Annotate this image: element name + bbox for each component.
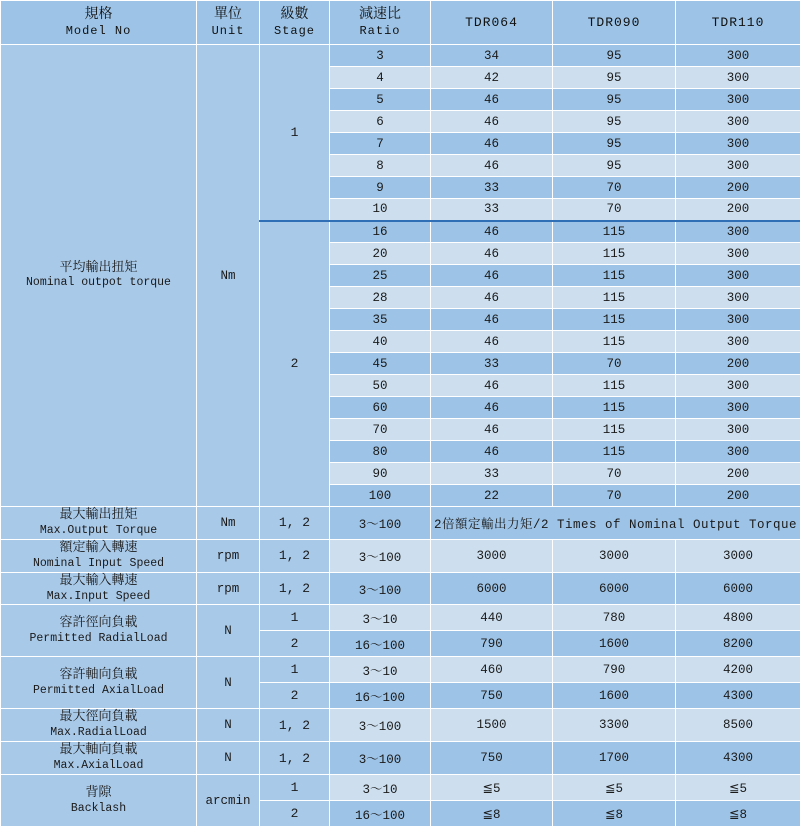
row-unit: N (197, 709, 260, 742)
ratio-cell: 25 (330, 265, 431, 287)
ratio-cell: 90 (330, 463, 431, 485)
row-label-nominal-output-torque: 平均輸出扭矩 Nominal outpot torque (1, 45, 197, 507)
value-tdr064: 34 (431, 45, 553, 67)
row-stage: 1 (260, 657, 330, 683)
value-tdr110: 300 (676, 331, 800, 353)
value-tdr110: 300 (676, 419, 800, 441)
value-tdr110: 300 (676, 287, 800, 309)
value-tdr090: 115 (553, 331, 676, 353)
row-label-max-output-torque: 最大輸出扭矩 Max.Output Torque (1, 507, 197, 540)
value-tdr090: 115 (553, 441, 676, 463)
value-tdr110: 4300 (676, 742, 800, 775)
ratio-cell: 50 (330, 375, 431, 397)
ratio-cell: 10 (330, 199, 431, 221)
value-tdr110: 300 (676, 397, 800, 419)
value-tdr090: 115 (553, 243, 676, 265)
row-note-max-output-torque: 2倍額定輸出力矩/2 Times of Nominal Output Torque (431, 507, 800, 540)
row-stage: 2 (260, 801, 330, 827)
ratio-cell: 60 (330, 397, 431, 419)
row-ratio: 16～100 (330, 631, 431, 657)
row-ratio: 3～10 (330, 775, 431, 801)
row-stage: 1, 2 (260, 709, 330, 742)
value-tdr090: 1600 (553, 683, 676, 709)
row-ratio: 3～10 (330, 657, 431, 683)
value-tdr090: 95 (553, 111, 676, 133)
table-row (1, 45, 800, 67)
value-tdr064: 46 (431, 89, 553, 111)
value-tdr110: 6000 (676, 572, 800, 605)
value-tdr090: 115 (553, 419, 676, 441)
header-model-no: 規格 Model No (1, 1, 197, 45)
value-tdr064: 33 (431, 353, 553, 375)
row-ratio: 16～100 (330, 801, 431, 827)
value-tdr110: 300 (676, 375, 800, 397)
value-tdr110: ≦5 (676, 775, 800, 801)
ratio-cell: 5 (330, 89, 431, 111)
row-label-max-radial-load: 最大徑向負載 Max.RadialLoad (1, 709, 197, 742)
row-stage: 1 (260, 605, 330, 631)
table-header-row (1, 1, 800, 45)
row-unit: rpm (197, 572, 260, 605)
value-tdr090: 95 (553, 133, 676, 155)
row-label-max-axial-load: 最大軸向負載 Max.AxialLoad (1, 742, 197, 775)
row-label-permitted-axial-load: 容許軸向負載 Permitted AxialLoad (1, 657, 197, 709)
ratio-cell: 8 (330, 155, 431, 177)
value-tdr064: 46 (431, 287, 553, 309)
row-stage: 1, 2 (260, 572, 330, 605)
value-tdr064: ≦8 (431, 801, 553, 827)
ratio-cell: 35 (330, 309, 431, 331)
ratio-cell: 4 (330, 67, 431, 89)
value-tdr090: 115 (553, 221, 676, 243)
value-tdr090: 70 (553, 199, 676, 221)
value-tdr090: 115 (553, 375, 676, 397)
value-tdr064: 46 (431, 155, 553, 177)
value-tdr064: 22 (431, 485, 553, 507)
ratio-cell: 100 (330, 485, 431, 507)
value-tdr110: 300 (676, 133, 800, 155)
ratio-cell: 45 (330, 353, 431, 375)
value-tdr090: 1600 (553, 631, 676, 657)
row-unit-nominal-output-torque: Nm (197, 45, 260, 507)
value-tdr064: 750 (431, 683, 553, 709)
stage-group-1: 1 (260, 45, 330, 221)
ratio-cell: 70 (330, 419, 431, 441)
ratio-cell: 9 (330, 177, 431, 199)
value-tdr110: 300 (676, 243, 800, 265)
value-tdr090: 115 (553, 397, 676, 419)
value-tdr090: 1700 (553, 742, 676, 775)
row-unit: Nm (197, 507, 260, 540)
value-tdr090: 95 (553, 67, 676, 89)
value-tdr064: 440 (431, 605, 553, 631)
value-tdr110: 300 (676, 155, 800, 177)
value-tdr110: 200 (676, 485, 800, 507)
value-tdr064: 42 (431, 67, 553, 89)
row-ratio: 3～100 (330, 742, 431, 775)
table-row (1, 605, 800, 631)
value-tdr064: 46 (431, 111, 553, 133)
value-tdr110: 300 (676, 45, 800, 67)
value-tdr090: 790 (553, 657, 676, 683)
value-tdr090: ≦8 (553, 801, 676, 827)
header-ratio: 減速比 Ratio (330, 1, 431, 45)
value-tdr064: 6000 (431, 572, 553, 605)
header-model-tdr064: TDR064 (431, 1, 553, 45)
row-label-backlash: 背隙 Backlash (1, 775, 197, 827)
value-tdr110: 300 (676, 67, 800, 89)
value-tdr064: 46 (431, 309, 553, 331)
value-tdr064: 46 (431, 265, 553, 287)
table-row (1, 539, 800, 572)
value-tdr064: 460 (431, 657, 553, 683)
value-tdr110: 300 (676, 309, 800, 331)
value-tdr090: 6000 (553, 572, 676, 605)
value-tdr090: 95 (553, 45, 676, 67)
value-tdr090: 115 (553, 265, 676, 287)
value-tdr064: 3000 (431, 539, 553, 572)
value-tdr110: 4300 (676, 683, 800, 709)
value-tdr064: 33 (431, 177, 553, 199)
value-tdr110: 200 (676, 353, 800, 375)
ratio-cell: 16 (330, 221, 431, 243)
value-tdr064: 46 (431, 221, 553, 243)
value-tdr110: 300 (676, 111, 800, 133)
ratio-cell: 6 (330, 111, 431, 133)
row-ratio: 3～10 (330, 605, 431, 631)
ratio-cell: 7 (330, 133, 431, 155)
row-ratio: 3～100 (330, 507, 431, 540)
value-tdr090: 3000 (553, 539, 676, 572)
value-tdr090: 95 (553, 89, 676, 111)
value-tdr110: 3000 (676, 539, 800, 572)
row-stage: 1 (260, 775, 330, 801)
row-label-nominal-input-speed: 額定輸入轉速 Nominal Input Speed (1, 539, 197, 572)
value-tdr110: 4800 (676, 605, 800, 631)
row-stage: 2 (260, 683, 330, 709)
row-unit: N (197, 657, 260, 709)
value-tdr110: 200 (676, 199, 800, 221)
ratio-cell: 80 (330, 441, 431, 463)
value-tdr064: 46 (431, 419, 553, 441)
value-tdr110: 300 (676, 441, 800, 463)
value-tdr090: 70 (553, 485, 676, 507)
value-tdr064: 46 (431, 331, 553, 353)
value-tdr090: 70 (553, 353, 676, 375)
row-ratio: 3～100 (330, 709, 431, 742)
value-tdr090: 95 (553, 155, 676, 177)
header-unit: 單位 Unit (197, 1, 260, 45)
value-tdr090: 3300 (553, 709, 676, 742)
row-ratio: 16～100 (330, 683, 431, 709)
value-tdr064: 33 (431, 463, 553, 485)
row-unit: arcmin (197, 775, 260, 827)
value-tdr064: 46 (431, 441, 553, 463)
ratio-cell: 40 (330, 331, 431, 353)
value-tdr064: 750 (431, 742, 553, 775)
value-tdr110: ≦8 (676, 801, 800, 827)
row-label-permitted-radial-load: 容許徑向負載 Permitted RadialLoad (1, 605, 197, 657)
ratio-cell: 20 (330, 243, 431, 265)
row-unit: N (197, 605, 260, 657)
ratio-cell: 3 (330, 45, 431, 67)
ratio-cell: 28 (330, 287, 431, 309)
value-tdr110: 8500 (676, 709, 800, 742)
table-row (1, 709, 800, 742)
value-tdr064: 46 (431, 397, 553, 419)
value-tdr090: 70 (553, 177, 676, 199)
table-row (1, 507, 800, 540)
table-row (1, 572, 800, 605)
row-label-max-input-speed: 最大輸入轉速 Max.Input Speed (1, 572, 197, 605)
value-tdr090: ≦5 (553, 775, 676, 801)
row-stage: 1, 2 (260, 507, 330, 540)
value-tdr090: 115 (553, 309, 676, 331)
row-ratio: 3～100 (330, 539, 431, 572)
value-tdr090: 70 (553, 463, 676, 485)
row-stage: 1, 2 (260, 742, 330, 775)
table-row (1, 742, 800, 775)
value-tdr110: 200 (676, 463, 800, 485)
row-ratio: 3～100 (330, 572, 431, 605)
value-tdr090: 780 (553, 605, 676, 631)
row-unit: N (197, 742, 260, 775)
value-tdr110: 4200 (676, 657, 800, 683)
header-stage: 級數 Stage (260, 1, 330, 45)
value-tdr064: 46 (431, 375, 553, 397)
row-unit: rpm (197, 539, 260, 572)
value-tdr110: 200 (676, 177, 800, 199)
value-tdr064: 33 (431, 199, 553, 221)
value-tdr064: ≦5 (431, 775, 553, 801)
table-row (1, 775, 800, 801)
value-tdr064: 1500 (431, 709, 553, 742)
row-stage: 1, 2 (260, 539, 330, 572)
header-model-tdr110: TDR110 (676, 1, 800, 45)
row-stage: 2 (260, 631, 330, 657)
value-tdr110: 8200 (676, 631, 800, 657)
table-row (1, 657, 800, 683)
stage-group-2: 2 (260, 221, 330, 507)
value-tdr064: 46 (431, 133, 553, 155)
value-tdr064: 790 (431, 631, 553, 657)
value-tdr110: 300 (676, 89, 800, 111)
value-tdr090: 115 (553, 287, 676, 309)
value-tdr110: 300 (676, 221, 800, 243)
value-tdr110: 300 (676, 265, 800, 287)
header-model-tdr090: TDR090 (553, 1, 676, 45)
value-tdr064: 46 (431, 243, 553, 265)
